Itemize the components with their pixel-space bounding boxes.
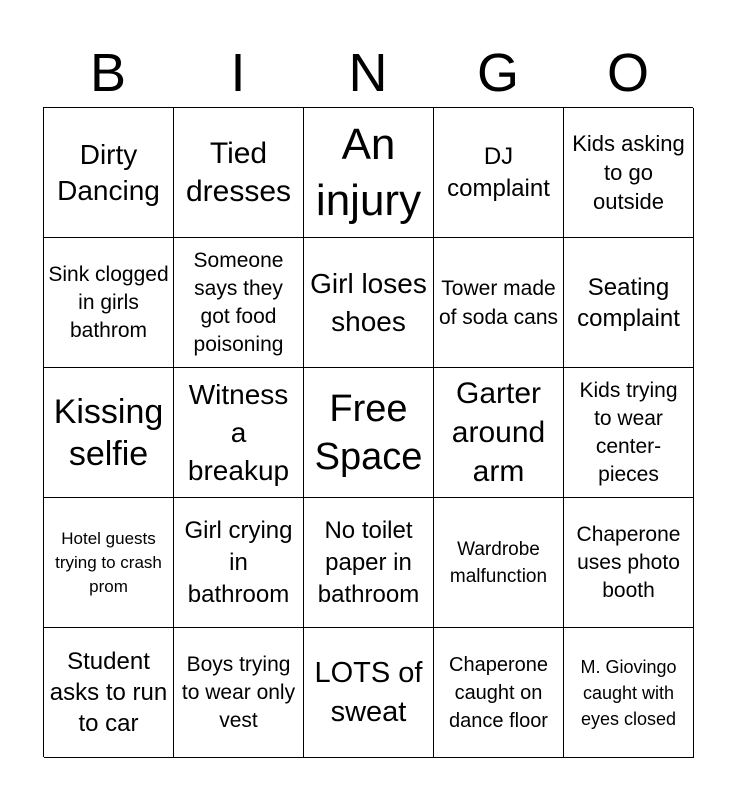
bingo-cell[interactable] bbox=[44, 628, 174, 758]
cell-text: No toilet paper in bathroom bbox=[317, 516, 420, 608]
bingo-cell[interactable] bbox=[564, 238, 694, 368]
bingo-cell[interactable] bbox=[174, 498, 304, 628]
cell-text: DJ complaint bbox=[447, 142, 550, 202]
cell-text: Someone says they got food poisoning bbox=[193, 248, 284, 356]
cell-text: Wardrobe malfunction bbox=[449, 538, 548, 587]
cell-text: Hotel guests trying to crash prom bbox=[55, 528, 162, 596]
bingo-cell[interactable] bbox=[564, 498, 694, 628]
cell-text: Chaperone caught on dance floor bbox=[449, 653, 548, 732]
bingo-cell[interactable] bbox=[564, 108, 694, 238]
cell-text: Chaperone uses photo booth bbox=[576, 522, 681, 602]
bingo-cell[interactable] bbox=[564, 628, 694, 758]
cell-text: Girl loses shoes bbox=[310, 267, 427, 337]
bingo-cell[interactable] bbox=[304, 108, 434, 238]
bingo-cell[interactable] bbox=[174, 108, 304, 238]
header-letter-g: G bbox=[476, 43, 519, 103]
cell-text: Kissing selfie bbox=[53, 392, 164, 473]
cell-text: LOTS of sweat bbox=[314, 656, 423, 728]
bingo-cell[interactable] bbox=[44, 108, 174, 238]
cell-text: Student asks to run to car bbox=[49, 648, 168, 737]
cell-text: Sink clogged in girls bathrom bbox=[48, 262, 169, 342]
header-letter-o: O bbox=[606, 43, 649, 103]
cell-text: An injury bbox=[315, 119, 422, 225]
cell-text: Seating complaint bbox=[577, 273, 680, 332]
bingo-cell[interactable] bbox=[44, 368, 174, 498]
cell-text: Kids trying to wear center-pieces bbox=[579, 378, 678, 486]
bingo-cell[interactable] bbox=[304, 628, 434, 758]
cell-text: Tower made of soda cans bbox=[438, 276, 559, 329]
cell-text: Free Space bbox=[314, 387, 423, 478]
bingo-cell[interactable] bbox=[434, 108, 564, 238]
cell-text: Tied dresses bbox=[185, 136, 292, 208]
cell-text: M. Giovingo caught with eyes closed bbox=[580, 656, 677, 729]
bingo-header bbox=[43, 38, 693, 108]
bingo-cell[interactable] bbox=[304, 368, 434, 498]
bingo-cell[interactable] bbox=[304, 498, 434, 628]
cell-text: Boys trying to wear only vest bbox=[181, 652, 296, 732]
bingo-cell[interactable] bbox=[564, 368, 694, 498]
cell-text: Kids asking to go outside bbox=[572, 131, 685, 214]
cell-text: Dirty Dancing bbox=[57, 138, 160, 206]
cell-text: Witness a breakup bbox=[187, 378, 290, 486]
bingo-cell[interactable] bbox=[174, 628, 304, 758]
bingo-cell[interactable] bbox=[44, 498, 174, 628]
bingo-cell[interactable] bbox=[434, 498, 564, 628]
bingo-cell[interactable] bbox=[174, 368, 304, 498]
header-letter-n: N bbox=[348, 43, 388, 103]
bingo-cell[interactable] bbox=[174, 238, 304, 368]
bingo-cell[interactable] bbox=[434, 238, 564, 368]
bingo-card bbox=[43, 107, 693, 757]
bingo-cell[interactable] bbox=[434, 628, 564, 758]
cell-text: Girl crying in bathroom bbox=[184, 516, 293, 608]
bingo-cell[interactable] bbox=[304, 238, 434, 368]
cell-text: Garter around arm bbox=[451, 377, 546, 488]
bingo-cell[interactable] bbox=[44, 238, 174, 368]
header-letter-b: B bbox=[89, 43, 127, 103]
bingo-cell[interactable] bbox=[434, 368, 564, 498]
header-letter-i: I bbox=[230, 43, 246, 103]
